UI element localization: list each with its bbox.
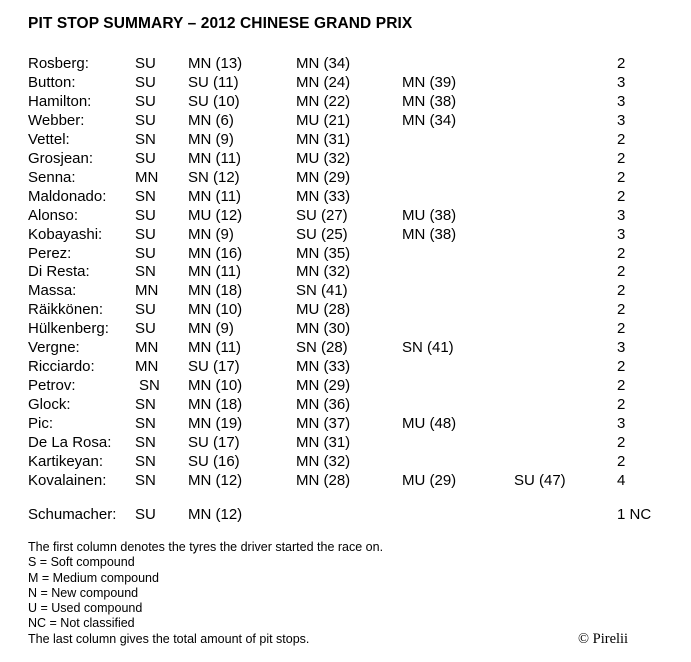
- table-row: [0, 281, 691, 300]
- pit-stop-3: MN (38): [402, 92, 457, 110]
- total-pit-stops: 3: [617, 415, 626, 433]
- starting-tyre: SU: [135, 92, 156, 110]
- driver-name: Rosberg:: [28, 55, 89, 72]
- driver-name: Schumacher:: [28, 506, 117, 523]
- pit-stop-1: MN (9): [188, 130, 234, 148]
- pit-stop-1: MN (12): [188, 471, 243, 489]
- pit-stop-1: SU (11): [188, 74, 239, 91]
- pit-stop-2: SU (25): [296, 225, 348, 243]
- driver-name: Button:: [28, 74, 76, 91]
- driver-name: Räikkönen:: [28, 301, 104, 319]
- starting-tyre: MN: [135, 282, 159, 300]
- pit-stop-2: MU (21): [296, 111, 351, 129]
- starting-tyre: MN: [135, 358, 159, 376]
- pit-stop-3: MN (34): [402, 111, 457, 129]
- pit-stop-1: MN (10): [188, 301, 243, 319]
- starting-tyre: SN: [135, 452, 156, 470]
- copyright-notice: © Pirelii: [578, 631, 629, 647]
- total-pit-stops: 2: [617, 55, 626, 72]
- driver-name: Hülkenberg:: [28, 320, 109, 338]
- pit-stop-2: MN (30): [296, 320, 351, 338]
- starting-tyre: SN: [135, 415, 156, 433]
- pit-stop-1: SU (10): [188, 92, 240, 110]
- pit-stop-1: MN (11): [188, 339, 242, 357]
- driver-name: Kartikeyan:: [28, 452, 104, 470]
- table-row: [0, 471, 691, 490]
- table-row: [0, 187, 691, 206]
- table-row: [0, 149, 691, 168]
- pit-stop-1: MN (6): [188, 111, 234, 129]
- pit-stop-1: MN (11): [188, 263, 242, 281]
- driver-name: De La Rosa:: [28, 434, 112, 451]
- table-row: [0, 452, 691, 471]
- pit-stop-1: MN (11): [188, 149, 242, 167]
- total-pit-stops: 3: [617, 92, 626, 110]
- total-pit-stops: 3: [617, 74, 626, 91]
- total-pit-stops: 2: [617, 130, 626, 148]
- table-row: [0, 300, 691, 319]
- total-pit-stops: 3: [617, 225, 626, 243]
- pit-stop-1: MN (13): [188, 55, 243, 72]
- starting-tyre: SN: [135, 434, 156, 451]
- legend-line: The first column denotes the tyres the driver started the race on.: [28, 540, 384, 554]
- starting-tyre: SN: [135, 396, 156, 414]
- table-row: [0, 357, 691, 376]
- pit-stop-3: MU (48): [402, 415, 457, 433]
- total-pit-stops: 2: [617, 187, 626, 205]
- table-row: [0, 168, 691, 187]
- pit-stop-2: MN (32): [296, 263, 351, 281]
- pit-stop-3: MN (39): [402, 74, 457, 91]
- starting-tyre: SN: [135, 263, 156, 281]
- total-pit-stops: 2: [617, 396, 626, 414]
- driver-name: Pic:: [28, 415, 54, 433]
- page-title: PIT STOP SUMMARY – 2012 CHINESE GRAND PRIX: [28, 15, 413, 32]
- legend-line: The last column gives the total amount of pit stops.: [28, 631, 310, 646]
- starting-tyre: SU: [135, 244, 156, 262]
- pit-stop-1: MN (9): [188, 320, 234, 338]
- total-pit-stops: 2: [617, 244, 626, 262]
- driver-name: Ricciardo:: [28, 358, 95, 376]
- starting-tyre: SN: [135, 130, 156, 148]
- pit-stop-3: SN (41): [402, 339, 454, 357]
- pit-stop-1: SU (17): [188, 434, 240, 451]
- total-pit-stops: 2: [617, 358, 626, 376]
- driver-name: Massa:: [28, 282, 77, 300]
- starting-tyre: SN: [135, 471, 156, 489]
- total-pit-stops: 2: [617, 263, 626, 281]
- pit-stop-2: MN (24): [296, 74, 351, 91]
- pit-stop-2: MN (35): [296, 244, 351, 262]
- driver-name: Webber:: [28, 111, 85, 129]
- driver-name: Petrov:: [28, 377, 76, 395]
- table-row: [0, 92, 691, 111]
- total-pit-stops: 1 NC: [617, 506, 652, 523]
- total-pit-stops: 2: [617, 434, 626, 451]
- pit-stop-3: MU (29): [402, 471, 457, 489]
- starting-tyre: SU: [135, 206, 156, 224]
- legend-line: M = Medium compound: [28, 570, 159, 585]
- driver-name: Grosjean:: [28, 149, 94, 167]
- driver-name: Kobayashi:: [28, 225, 103, 243]
- pit-stop-4: SU (47): [514, 471, 566, 489]
- pit-stop-1: MN (18): [188, 396, 243, 414]
- driver-name: Vergne:: [28, 339, 80, 357]
- pit-stop-1: MN (19): [188, 415, 243, 433]
- table-row: [0, 395, 691, 414]
- table-row: [0, 244, 691, 263]
- total-pit-stops: 2: [617, 168, 626, 186]
- driver-name: Hamilton:: [28, 92, 92, 110]
- driver-name: Perez:: [28, 244, 72, 262]
- pit-stop-2: MN (28): [296, 471, 351, 489]
- driver-name: Vettel:: [28, 130, 70, 148]
- starting-tyre: SU: [135, 320, 156, 338]
- starting-tyre: SN: [139, 377, 160, 395]
- table-row: [0, 130, 691, 149]
- starting-tyre: SU: [135, 301, 156, 319]
- driver-name: Maldonado:: [28, 187, 107, 205]
- pit-stop-2: MN (29): [296, 168, 351, 186]
- driver-name: Di Resta:: [28, 263, 90, 281]
- table-row: [0, 319, 691, 338]
- pit-stop-1: MN (16): [188, 244, 243, 262]
- starting-tyre: MN: [135, 339, 159, 357]
- table-row: [0, 414, 691, 433]
- table-row: [0, 433, 691, 452]
- legend: [28, 540, 383, 647]
- driver-name: Glock:: [28, 396, 71, 414]
- total-pit-stops: 3: [617, 206, 626, 224]
- pit-stop-2: MN (32): [296, 452, 351, 470]
- pit-stop-2: MN (33): [296, 187, 351, 205]
- pit-stop-2: SN (41): [296, 282, 348, 300]
- table-row: [0, 206, 691, 225]
- table-row: [0, 54, 691, 73]
- pit-stop-1: MN (12): [188, 506, 243, 523]
- starting-tyre: SU: [135, 506, 156, 523]
- pit-stop-2: MU (28): [296, 301, 351, 319]
- table-row: [0, 111, 691, 130]
- pit-stop-2: SU (27): [296, 206, 348, 224]
- table-row: [0, 225, 691, 244]
- total-pit-stops: 2: [617, 282, 626, 300]
- pit-stop-2: MN (29): [296, 377, 351, 395]
- table-row: [0, 73, 691, 92]
- legend-line: S = Soft compound: [28, 555, 135, 570]
- pit-stop-2: MN (31): [296, 130, 351, 148]
- pit-stop-2: MN (31): [296, 434, 351, 451]
- pit-stop-2: MN (33): [296, 358, 351, 376]
- pit-stop-1: MU (12): [188, 206, 243, 224]
- starting-tyre: MN: [135, 168, 159, 186]
- driver-name: Kovalainen:: [28, 471, 107, 489]
- total-pit-stops: 2: [617, 320, 626, 338]
- pit-stop-1: MN (11): [188, 187, 242, 205]
- pit-stop-2: MN (37): [296, 415, 351, 433]
- total-pit-stops: 2: [617, 301, 626, 319]
- pit-stop-2: MU (32): [296, 149, 351, 167]
- total-pit-stops: 2: [617, 452, 626, 470]
- pit-stop-2: MN (34): [296, 55, 351, 72]
- table-row-not-classified: [0, 505, 691, 524]
- total-pit-stops: 2: [617, 377, 626, 395]
- pit-stop-2: MN (36): [296, 396, 351, 414]
- pit-stop-1: SN (12): [188, 168, 240, 186]
- driver-name: Alonso:: [28, 206, 79, 224]
- pit-stop-3: MU (38): [402, 206, 457, 224]
- total-pit-stops: 4: [617, 471, 626, 489]
- legend-line: N = New compound: [28, 585, 139, 600]
- table-row: [0, 376, 691, 395]
- table-row: [0, 338, 691, 357]
- pit-stop-1: SU (16): [188, 452, 240, 470]
- pit-stop-1: MN (18): [188, 282, 243, 300]
- starting-tyre: SU: [135, 111, 156, 129]
- starting-tyre: SU: [135, 74, 156, 91]
- legend-line: NC = Not classified: [28, 616, 135, 631]
- starting-tyre: SU: [135, 149, 156, 167]
- table-row: [0, 262, 691, 281]
- total-pit-stops: 3: [617, 111, 626, 129]
- total-pit-stops: 3: [617, 339, 626, 357]
- starting-tyre: SU: [135, 225, 156, 243]
- pit-stop-1: SU (17): [188, 358, 240, 376]
- pit-stop-1: MN (9): [188, 225, 234, 243]
- driver-name: Senna:: [28, 168, 76, 186]
- pit-stop-3: MN (38): [402, 225, 457, 243]
- pit-stop-2: MN (22): [296, 92, 351, 110]
- pit-stop-1: MN (10): [188, 377, 243, 395]
- starting-tyre: SN: [135, 187, 156, 205]
- starting-tyre: SU: [135, 55, 156, 72]
- legend-line: U = Used compound: [28, 601, 143, 616]
- pit-stop-2: SN (28): [296, 339, 348, 357]
- total-pit-stops: 2: [617, 149, 626, 167]
